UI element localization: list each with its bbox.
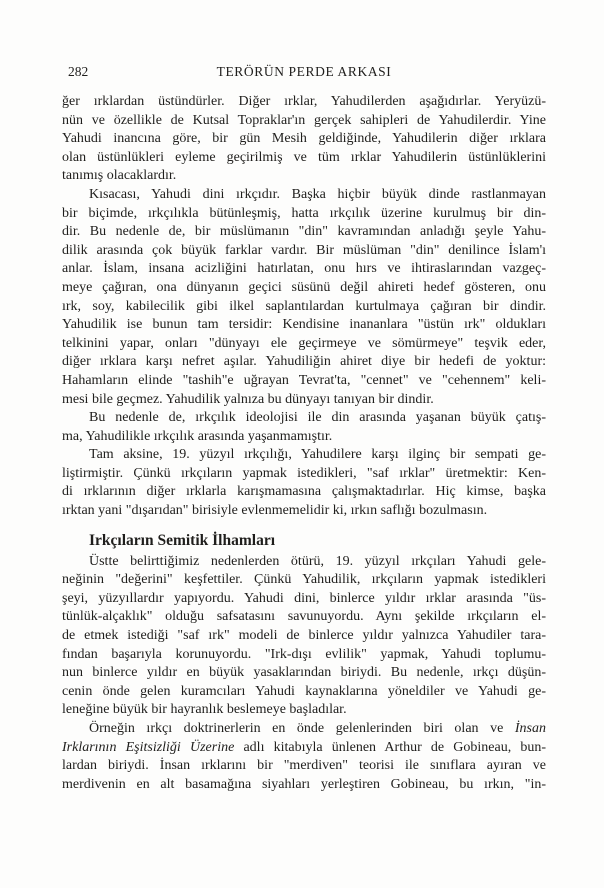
text-line: Bu nedenle de, ırkçılık ideolojisi ile din arasında yaşanan büyük çatış- xyxy=(89,410,546,426)
text-line: de etmek istediği "saf ırk" modeli de binlerce yıldır yalnızca Yahudiler tara- xyxy=(62,628,546,644)
text-line: Yahudilik ise bunun tam tersidir: Kendisine inananlara "üstün ırk" oldukları xyxy=(62,317,546,333)
text-line: liştirmiştir. Çünkü ırkçıların yapmak istedikleri, "saf ırklar" üretmektir: Ken- xyxy=(62,465,546,481)
text-line: şeyi, yüzyıllardır yapıyordu. Yahudi dini, binlerce yıldır ırklar arasında "üs- xyxy=(62,590,546,606)
text-line: mesi bile geçmez. Yahudilik yalnıza bu dünyayı tanıyan bir dindir. xyxy=(62,391,434,407)
text-line: Kısacası, Yahudi dini ırkçıdır. Başka hiçbir büyük dinde rastlanmayan xyxy=(89,186,546,202)
text-line: olan üstünlükleri eyleme geçirilmiş ve tüm ırklar Yahudilerin üstünlüklerini xyxy=(62,149,546,165)
text-line: di ırklarının diğer ırklarla karışmamasına çalışmaktadırlar. Hiç kimse, başka xyxy=(62,484,546,500)
text-line: dilik arasında çok büyük farklar vardır. Bir müslüman "din" denilince İslam'ı xyxy=(62,242,546,258)
page-body xyxy=(62,93,546,794)
page-number: 282 xyxy=(68,64,89,79)
text-line: anlar. İslam, insana acizliğini hatırlatan, onu hırs ve ihtiraslarından vazgeç- xyxy=(62,261,546,277)
text-line: lardan biriydi. İnsan ırklarını bir "merdiven" teorisi ile sınıflara ayıran ve xyxy=(62,758,546,774)
text-line: Örneğin ırkçı doktrinerlerin en önde gelenlerinden biri olan ve İnsan xyxy=(89,721,546,736)
text-line: Üstte belirttiğimiz nedenlerden ötürü, 19. yüzyıl ırkçıları Yahudi gele- xyxy=(89,553,546,569)
text-line: nün ve özellikle de Kutsal Topraklar'ın gerçek sahipleri de Yahudilerdir. Yine xyxy=(62,112,546,128)
text-line: cenin önde gelen kuramcıları Yahudi kaynaklarına yöneldiler ve Yahudi ge- xyxy=(62,683,546,699)
text-line: ğer ırklardan üstündürler. Diğer ırklar, Yahudilerden aşağıdırlar. Yeryüzü- xyxy=(62,94,546,109)
text-line: telkinini yapar, onları "dünyayı ele geçirmeye ve sömürmeye" teşvik eder, xyxy=(62,335,546,351)
text-line: fından başarıyla korunuyordu. "Irk-dışı evlilik" yapmak, Yahudi toplumu- xyxy=(62,646,546,662)
text-line: bir biçimde, ırkçılıkla bütünleşmiş, hatta ırkçılık üzerine kurulmuş bir din- xyxy=(62,205,546,221)
text-line: ma, Yahudilikle ırkçılık arasında yaşanmamıştır. xyxy=(62,428,333,444)
text-line: tanımış olacaklardır. xyxy=(62,168,177,184)
text-line: ırk, soy, kabilecilik gibi ilkel saplantılardan kurtulmaya çağıran bir dindir. xyxy=(62,298,546,314)
text-line: Tam aksine, 19. yüzyıl ırkçılığı, Yahudilere karşı ilginç bir sempati ge- xyxy=(89,447,546,463)
text-line: meye çağıran, ona dünyanın geçici süsünü değil ahireti hedef gösteren, onu xyxy=(62,279,546,295)
text-line: ırktan yani "dışarıdan" birisiyle evlenmemelidir ki, ırkın saflığı bozulmasın. xyxy=(62,503,488,519)
page-header xyxy=(62,64,546,82)
text-line: nun binlerce yıldır en büyük yasaklarından biriydi. Bu nedenle, ırkçı düşün- xyxy=(62,665,546,681)
text-line: diğer ırklara karşı nefret aşılar. Yahudiliğin ahiret diye bir hedefi de yoktur: xyxy=(62,354,546,370)
text-line: neğinin "değerini" keşfettiler. Çünkü Yahudilik, ırkçıların yapmak istedikleri xyxy=(62,572,546,588)
text-line: merdivenin en alt basamağına siyahları yerleştiren Gobineau, bu ırkın, "in- xyxy=(62,776,546,792)
running-title: TERÖRÜN PERDE ARKASI xyxy=(216,64,392,79)
section-heading: Irkçıların Semitik İlhamları xyxy=(89,531,275,549)
text-line: Hahamların elinde "tashih"e uğrayan Tevrat'ta, "cennet" ve "cehennem" keli- xyxy=(62,372,546,388)
text-line: tünlük-alçaklık" olduğu safsatasını savunuyordu. Aynı şekilde ırkçıların el- xyxy=(62,609,546,625)
text-line: Yahudi inancına göre, bir gün Mesih geldiğinde, Yahudilerin diğer ırklara xyxy=(62,131,546,147)
text-line: Irklarının Eşitsizliği Üzerine adlı kitabıyla ünlenen Arthur de Gobineau, bun- xyxy=(62,739,547,755)
text-line: leneğine büyük bir hayranlık beslemeye başladılar. xyxy=(62,702,347,718)
text-line: dir. Bu nedenle de, bir müslümanın "din" kavramından anladığı şeyle Yahu- xyxy=(62,224,546,240)
